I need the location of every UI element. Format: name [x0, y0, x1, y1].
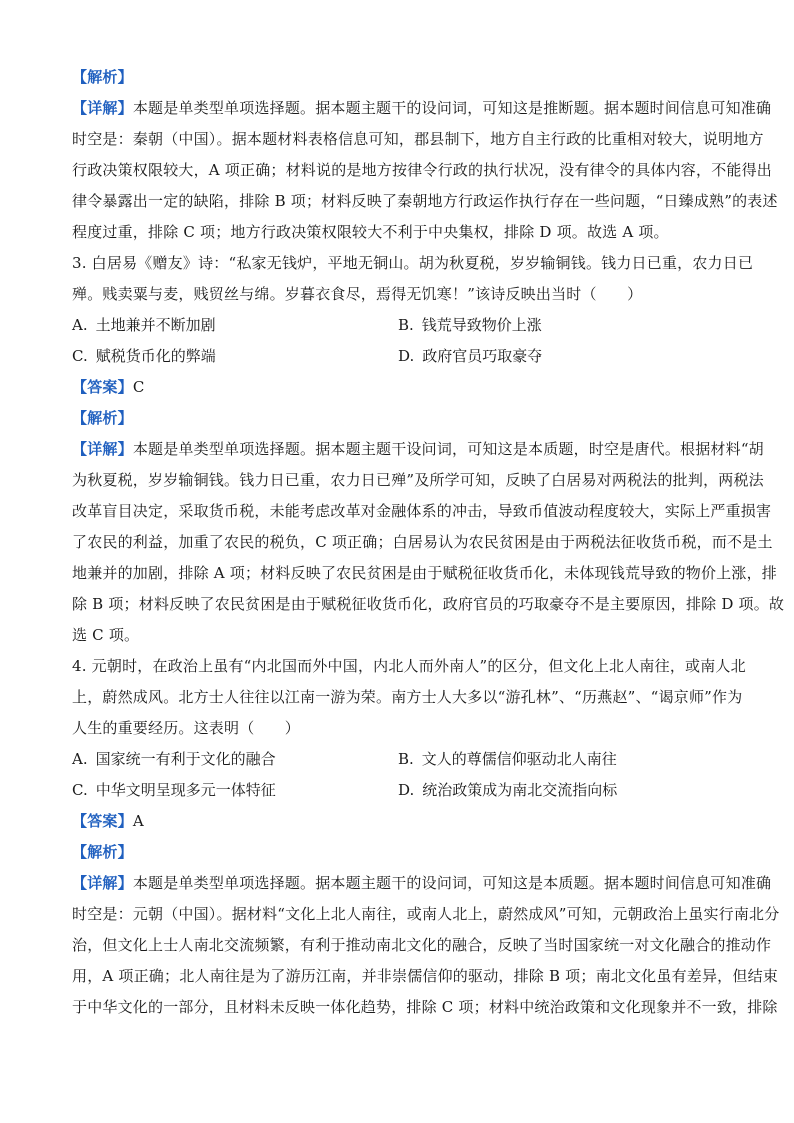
explanation-text: 选 C 项。 [72, 626, 140, 644]
explanation-line [72, 992, 778, 1023]
option-text: 国家统一有利于文化的融合 [95, 750, 276, 768]
option-letter: C. [72, 347, 88, 365]
option-letter: A. [72, 750, 88, 768]
options-row [72, 341, 726, 372]
option-letter: B. [398, 316, 414, 334]
option-item [72, 744, 398, 775]
question-text: 殚。贱卖粟与麦，贱贸丝与绵。岁暮衣食尽，焉得无饥寒！”该诗反映出当时（ ） [72, 285, 643, 303]
options-row [72, 775, 726, 806]
question-text: 4. 元朝时，在政治上虽有“内北国而外中国，内北人而外南人”的区分，但文化上北人南往，或南人北 [72, 657, 746, 675]
explanation-text: 律令暴露出一定的缺陷，排除 B 项；材料反映了秦朝地方行政运作执行存在一些问题，“日臻成熟”的表述 [72, 192, 778, 210]
explanation-line [72, 558, 777, 589]
explanation-text: 本题是单类型单项选择题。据本题主题干的设问词，可知这是推断题。据本题时间信息可知准确 [132, 99, 772, 117]
option-item [72, 341, 398, 372]
option-text: 中华文明呈现多元一体特征 [95, 781, 276, 799]
explanation-line [72, 589, 785, 620]
explanation-line [72, 124, 764, 155]
explanation-text: 时空是：元朝（中国）。据材料“文化上北人南往，或南人北上，蔚然成风”可知，元朝政治上虽实行南北分 [72, 905, 780, 923]
answer-tag: 【答案】 [72, 378, 133, 396]
question-line [72, 682, 743, 713]
explanation-line [72, 899, 780, 930]
option-letter: A. [72, 316, 88, 334]
detail-tag: 【详解】 [72, 99, 133, 117]
option-letter: D. [398, 781, 415, 799]
option-letter: D. [398, 347, 415, 365]
option-text: 赋税货币化的弊端 [95, 347, 216, 365]
option-letter: B. [398, 750, 414, 768]
answer-tag: 【答案】 [72, 812, 133, 830]
option-item [72, 310, 398, 341]
option-item [72, 775, 398, 806]
explanation-text: 除 B 项；材料反映了农民贫困是由于赋税征收货币化，政府官员的巧取豪夺不是主要原因，排除 D 项。故 [72, 595, 785, 613]
explanation-text: 本题是单类型单项选择题。据本题主题干设问词，可知这是本质题，时空是唐代。根据材料“胡 [132, 440, 764, 458]
answer-value: C [132, 378, 145, 396]
explanation-line [72, 434, 764, 465]
option-item [398, 341, 724, 372]
options-row [72, 310, 726, 341]
explanation-line [72, 93, 772, 124]
explanation-text: 程度过重，排除 C 项；地方行政决策权限较大不利于中央集权，排除 D 项。故选 A 项。 [72, 223, 669, 241]
explanation-text: 本题是单类型单项选择题。据本题主题干的设问词，可知这是本质题。据本题时间信息可知准确 [132, 874, 772, 892]
explanation-line [72, 868, 772, 899]
option-letter: C. [72, 781, 88, 799]
answer-value: A [132, 812, 144, 830]
detail-tag: 【详解】 [72, 440, 133, 458]
analysis-tag: 【解析】 [72, 409, 133, 427]
explanation-text: 行政决策权限较大，A 项正确；材料说的是地方按律令行政的执行状况，没有律令的具体内容，不能得出 [72, 161, 773, 179]
option-item [398, 744, 724, 775]
explanation-line [72, 961, 778, 992]
question-line [72, 279, 726, 310]
analysis-tag: 【解析】 [72, 68, 133, 86]
answer-line [72, 372, 726, 403]
section-label [72, 837, 726, 868]
explanation-line [72, 496, 772, 527]
detail-tag: 【详解】 [72, 874, 133, 892]
explanation-line [72, 217, 726, 248]
explanation-text: 治，但文化上士人南北交流频繁，有利于推动南北文化的融合，反映了当时国家统一对文化融合的推动作 [72, 936, 772, 954]
question-line [72, 713, 726, 744]
option-item [398, 775, 724, 806]
explanation-line [72, 930, 772, 961]
explanation-line [72, 186, 778, 217]
question-line [72, 248, 754, 279]
explanation-line [72, 465, 764, 496]
option-text: 统治政策成为南北交流指向标 [422, 781, 618, 799]
explanation-text: 地兼并的加剧，排除 A 项；材料反映了农民贫困是由于赋税征收货币化，未体现钱荒导致的物价上涨，排 [72, 564, 777, 582]
options-row [72, 744, 726, 775]
explanation-line [72, 527, 773, 558]
section-label [72, 403, 726, 434]
explanation-text: 用，A 项正确；北人南往是为了游历江南，并非崇儒信仰的驱动，排除 B 项；南北文化虽有差异，但结束 [72, 967, 778, 985]
option-item [398, 310, 724, 341]
question-line [72, 651, 746, 682]
question-text: 上，蔚然成风。北方士人往往以江南一游为荣。南方士人大多以“游孔林”、“历燕赵”、“谒京师”作为 [72, 688, 743, 706]
option-text: 土地兼并不断加剧 [95, 316, 216, 334]
section-label [72, 62, 726, 93]
option-text: 政府官员巧取豪夺 [422, 347, 543, 365]
explanation-line [72, 620, 726, 651]
explanation-text: 为秋夏税，岁岁输铜钱。钱力日已重，农力日已殚”及所学可知，反映了白居易对两税法的批判，两税法 [72, 471, 764, 489]
answer-line [72, 806, 726, 837]
explanation-line [72, 155, 773, 186]
explanation-text: 于中华文化的一部分，且材料未反映一体化趋势，排除 C 项；材料中统治政策和文化现象并不一致，排除 [72, 998, 778, 1016]
explanation-text: 改革盲目决定，采取货币税，未能考虑改革对金融体系的冲击，导致币值波动程度较大，实际上严重损害 [72, 502, 772, 520]
option-text: 钱荒导致物价上涨 [421, 316, 542, 334]
question-text: 3. 白居易《赠友》诗：“私家无钱炉，平地无铜山。胡为秋夏税，岁岁输铜钱。钱力日已重，农力日已 [72, 254, 754, 272]
option-text: 文人的尊儒信仰驱动北人南往 [421, 750, 617, 768]
question-text: 人生的重要经历。这表明（ ） [72, 719, 301, 737]
analysis-tag: 【解析】 [72, 843, 133, 861]
explanation-text: 时空是：秦朝（中国）。据本题材料表格信息可知，郡县制下，地方自主行政的比重相对较大，说明地方 [72, 130, 764, 148]
explanation-text: 了农民的利益，加重了农民的税负，C 项正确；白居易认为农民贫困是由于两税法征收货币税，而不是土 [72, 533, 773, 551]
